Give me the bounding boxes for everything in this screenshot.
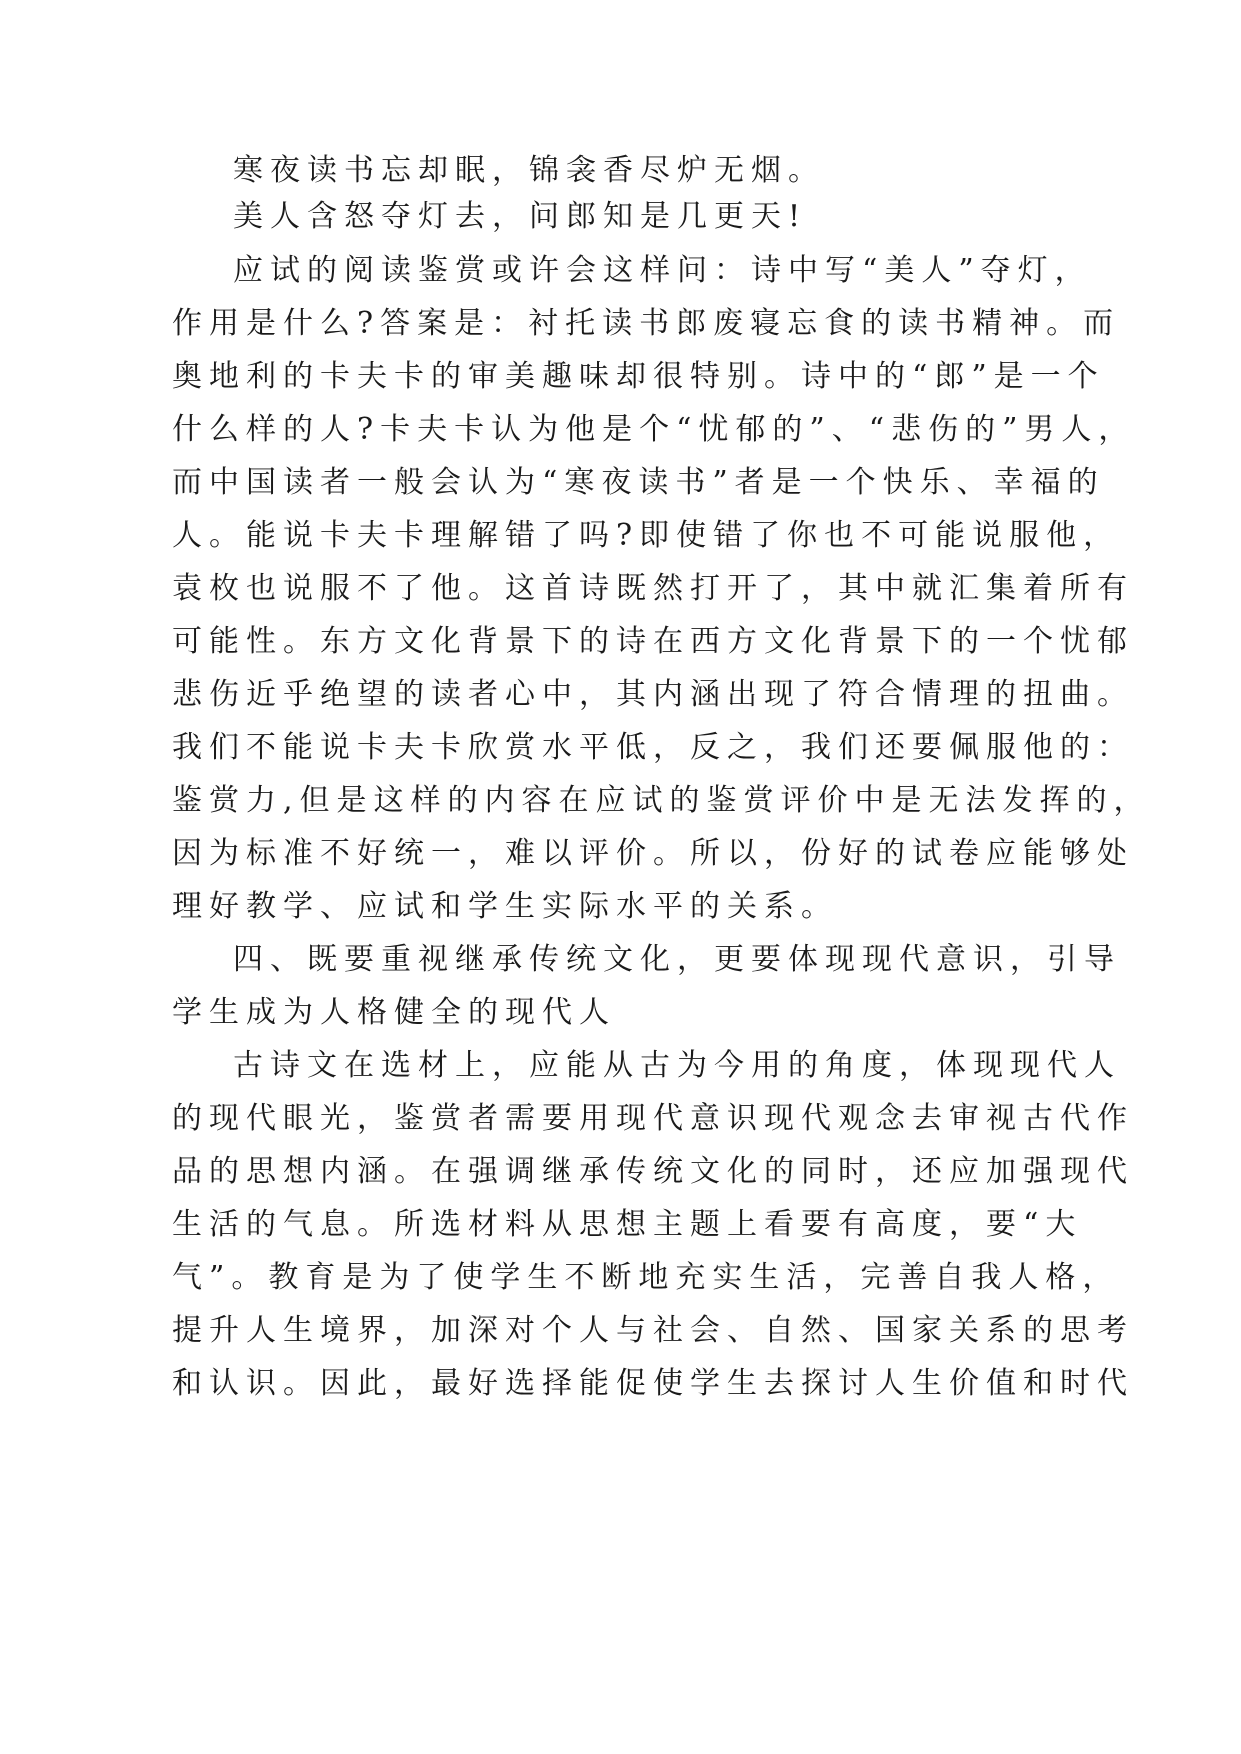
text-line: 鉴赏力,但是这样的内容在应试的鉴赏评价中是无法发挥的， <box>172 783 1151 818</box>
section-heading-line: 学生成为人格健全的现代人 <box>172 995 616 1030</box>
text-line: 袁枚也说服不了他。这首诗既然打开了，其中就汇集着所有 <box>172 571 1134 606</box>
text-line: 理好教学、应试和学生实际水平的关系。 <box>172 889 838 924</box>
text-line: 气”。教育是为了使学生不断地充实生活，完善自我人格， <box>172 1260 1120 1295</box>
text-line: 和认识。因此，最好选择能促使学生去探讨人生价值和时代 <box>172 1366 1134 1401</box>
text-line: 品的思想内涵。在强调继承传统文化的同时，还应加强现代 <box>172 1154 1134 1189</box>
text-line: 作用是什么?答案是：衬托读书郎废寝忘食的读书精神。而 <box>172 306 1121 341</box>
section-heading-line: 四、既要重视继承传统文化，更要体现现代意识，引导 <box>233 942 1121 977</box>
text-line: 我们不能说卡夫卡欣赏水平低，反之，我们还要佩服他的： <box>172 730 1134 765</box>
text-line: 因为标准不好统一，难以评价。所以，份好的试卷应能够处 <box>172 836 1134 871</box>
text-line: 古诗文在选材上，应能从古为今用的角度，体现现代人 <box>233 1048 1121 1083</box>
text-line: 应试的阅读鉴赏或许会这样问：诗中写“美人”夺灯， <box>233 253 1092 288</box>
text-line: 生活的气息。所选材料从思想主题上看要有高度，要“大 <box>172 1207 1083 1242</box>
text-line: 人。能说卡夫卡理解错了吗?即使错了你也不可能说服他， <box>172 518 1121 553</box>
text-line: 的现代眼光，鉴赏者需要用现代意识现代观念去审视古代作 <box>172 1101 1134 1136</box>
poem-line-1: 寒夜读书忘却眠，锦衾香尽炉无烟。 <box>233 153 825 188</box>
text-line: 提升人生境界，加深对个人与社会、自然、国家关系的思考 <box>172 1313 1134 1348</box>
text-line: 什么样的人?卡夫卡认为他是个“忧郁的”、“悲伤的”男人， <box>172 412 1136 447</box>
text-line: 奥地利的卡夫卡的审美趣味却很特别。诗中的“郎”是一个 <box>172 359 1105 394</box>
text-line: 可能性。东方文化背景下的诗在西方文化背景下的一个忧郁 <box>172 624 1134 659</box>
poem-line-2: 美人含怒夺灯去，问郎知是几更天! <box>233 199 808 234</box>
text-line: 而中国读者一般会认为“寒夜读书”者是一个快乐、幸福的 <box>172 465 1105 500</box>
text-line: 悲伤近乎绝望的读者心中，其内涵出现了符合情理的扭曲。 <box>172 677 1134 712</box>
